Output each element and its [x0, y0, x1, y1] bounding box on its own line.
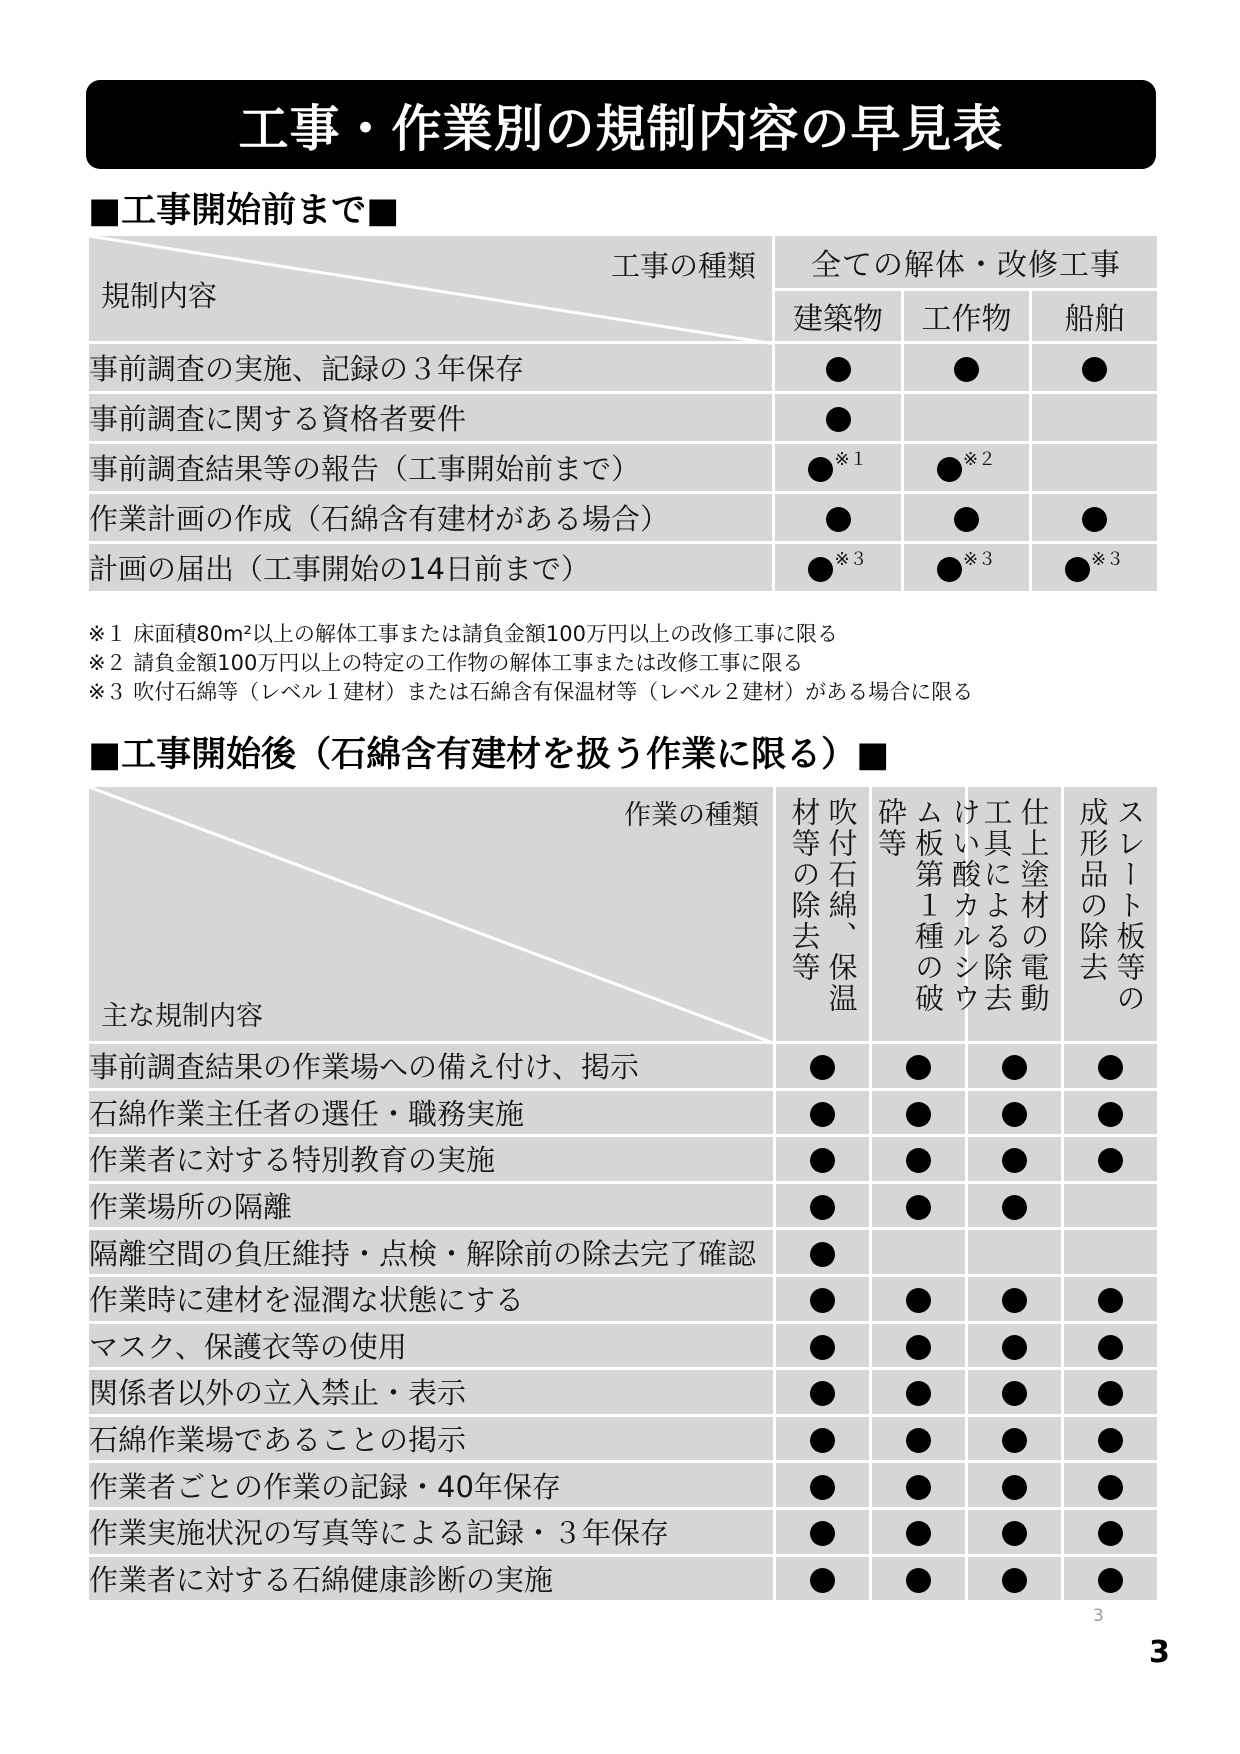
t1-row-label: 事前調査に関する資格者要件: [88, 393, 774, 443]
t2-col-header: [775, 786, 871, 1043]
bullet-mark: [826, 507, 851, 532]
t1-cell: [1031, 343, 1159, 393]
t2-cell: [1063, 1229, 1159, 1276]
t1-group-header: 全ての解体・改修工事: [774, 235, 1159, 290]
t2-cell: [967, 1136, 1063, 1183]
t2-cell: [1063, 1462, 1159, 1509]
t1-row-label: 事前調査結果等の報告（工事開始前まで）: [88, 443, 774, 493]
t2-row: [88, 1043, 1159, 1090]
t2-col-header: [871, 786, 982, 1043]
t2-cell: [871, 1415, 967, 1462]
t2-cell: [967, 1462, 1063, 1509]
footnote-ref: ※１: [834, 448, 868, 470]
bullet-mark: [1002, 1055, 1027, 1080]
t1-cell: [774, 543, 903, 593]
bullet-mark: [1082, 357, 1107, 382]
bullet-mark: [1098, 1148, 1123, 1173]
t2-row: [88, 1136, 1159, 1183]
bullet-mark: [937, 457, 962, 482]
bullet-mark: [906, 1521, 931, 1546]
bullet-mark: [906, 1381, 931, 1406]
t1-content-label: 規制内容: [101, 279, 218, 313]
t2-row-label: 作業時に建材を湿潤な状態にする: [88, 1275, 775, 1322]
bullet-mark: [808, 457, 833, 482]
bullet-mark: [1098, 1102, 1123, 1127]
t2-cell: [1063, 1136, 1159, 1183]
t2-row: [88, 1229, 1159, 1276]
bullet-mark: [906, 1055, 931, 1080]
bullet-mark: [906, 1475, 931, 1500]
t1-cell: [903, 543, 1031, 593]
bullet-mark: [1098, 1475, 1123, 1500]
bullet-mark: [1065, 557, 1090, 582]
bullet-mark: [808, 557, 833, 582]
t2-cell: [967, 1369, 1063, 1416]
t2-col-header-text: けい酸カルシウム板第１種の破砕等: [874, 797, 982, 1014]
footnote-ref: ※３: [834, 548, 868, 570]
t2-row-label: 作業者に対する石綿健康診断の実施: [88, 1555, 775, 1602]
bullet-mark: [1002, 1475, 1027, 1500]
bullet-mark: [1098, 1055, 1123, 1080]
t2-cell: [775, 1136, 871, 1183]
footnotes: [88, 620, 973, 707]
bullet-mark: [1002, 1428, 1027, 1453]
bullet-mark: [810, 1102, 835, 1127]
t2-type-label: 作業の種類: [624, 800, 759, 831]
t2-cell: [1063, 1089, 1159, 1136]
bullet-mark: [906, 1288, 931, 1313]
bullet-mark: [1002, 1195, 1027, 1220]
t2-cell: [871, 1275, 967, 1322]
bullet-mark: [906, 1428, 931, 1453]
t2-row-label: 作業者に対する特別教育の実施: [88, 1136, 775, 1183]
t2-cell: [871, 1136, 967, 1183]
t1-row-label: 事前調査の実施、記録の３年保存: [88, 343, 774, 393]
t1-cell: [774, 343, 903, 393]
t1-row: [88, 443, 1159, 493]
t2-cell: [871, 1322, 967, 1369]
t1-row: [88, 393, 1159, 443]
t2-cell: [775, 1462, 871, 1509]
t2-cell: [775, 1415, 871, 1462]
t1-type-label: 工事の種類: [610, 249, 756, 283]
t1-header-corner: [88, 235, 774, 343]
t2-cell: [775, 1369, 871, 1416]
t2-cell: [1063, 1369, 1159, 1416]
t2-cell: [775, 1089, 871, 1136]
footnote-ref: ※３: [962, 548, 997, 570]
t1-cell: [1031, 443, 1159, 493]
bullet-mark: [810, 1335, 835, 1360]
bullet-mark: [810, 1195, 835, 1220]
bullet-mark: [906, 1102, 931, 1127]
bullet-mark: [810, 1381, 835, 1406]
footnote: ※３ 吹付石綿等（レベル１建材）または石綿含有保温材等（レベル２建材）がある場合に限る: [88, 680, 974, 704]
t2-cell: [871, 1089, 967, 1136]
t2-cell: [775, 1508, 871, 1555]
t2-row: [88, 1182, 1159, 1229]
t2-cell: [1063, 1043, 1159, 1090]
bullet-mark: [810, 1568, 835, 1593]
t1-cell: [774, 493, 903, 543]
footnote-ref: ※３: [1090, 548, 1125, 570]
t2-cell: [1063, 1322, 1159, 1369]
t2-cell: [871, 1555, 967, 1602]
bullet-mark: [1002, 1568, 1027, 1593]
t2-col-header: [967, 786, 1063, 1043]
bullet-mark: [1098, 1568, 1123, 1593]
t2-row: [88, 1275, 1159, 1322]
t1-cell: [903, 343, 1031, 393]
t2-row: [88, 1415, 1159, 1462]
t1-col-header: 船舶: [1031, 290, 1159, 343]
t2-row: [88, 1555, 1159, 1602]
t2-cell: [967, 1182, 1063, 1229]
t2-row-label: 事前調査結果の作業場への備え付け、掲示: [88, 1043, 775, 1090]
t2-cell: [871, 1508, 967, 1555]
t2-cell: [775, 1275, 871, 1322]
footnote-ref: ※２: [962, 448, 997, 470]
bullet-mark: [810, 1475, 835, 1500]
bullet-mark: [954, 507, 979, 532]
t1-cell: [1031, 543, 1159, 593]
t1-cell: [1031, 393, 1159, 443]
bullet-mark: [1002, 1148, 1027, 1173]
bullet-mark: [1002, 1335, 1027, 1360]
bullet-mark: [826, 407, 851, 432]
bullet-mark: [1098, 1521, 1123, 1546]
bullet-mark: [906, 1568, 931, 1593]
t2-cell: [967, 1275, 1063, 1322]
t2-cell: [967, 1322, 1063, 1369]
t1-cell: [774, 443, 903, 493]
t2-row-label: 石綿作業場であることの掲示: [88, 1415, 775, 1462]
t2-col-header-text: 吹付石綿、保温材等の除去等: [787, 797, 859, 1014]
t2-cell: [967, 1508, 1063, 1555]
section2-heading: ■工事開始後（石綿含有建材を扱う作業に限る）■: [88, 735, 890, 775]
page-number-small: 3: [1093, 1606, 1104, 1626]
bullet-mark: [954, 357, 979, 382]
bullet-mark: [1098, 1381, 1123, 1406]
t2-cell: [967, 1415, 1063, 1462]
t2-col-header: [1063, 786, 1159, 1043]
page-number: 3: [1149, 1635, 1170, 1670]
bullet-mark: [826, 357, 851, 382]
t2-cell: [775, 1043, 871, 1090]
t2-row-label: 作業者ごとの作業の記録・40年保存: [88, 1462, 775, 1509]
page-title: 工事・作業別の規制内容の早見表: [86, 80, 1156, 169]
t2-col-header-text: スレート板等の成形品の除去: [1075, 797, 1147, 1014]
t1-cell: [903, 493, 1031, 543]
bullet-mark: [1002, 1381, 1027, 1406]
t1-cell: [903, 393, 1031, 443]
bullet-mark: [810, 1288, 835, 1313]
t2-cell: [871, 1229, 967, 1276]
bullet-mark: [1002, 1102, 1027, 1127]
t2-cell: [1063, 1415, 1159, 1462]
bullet-mark: [906, 1335, 931, 1360]
bullet-mark: [810, 1242, 835, 1267]
section1-heading: ■工事開始前まで■: [88, 191, 400, 231]
t2-cell: [775, 1182, 871, 1229]
bullet-mark: [1002, 1521, 1027, 1546]
bullet-mark: [1098, 1335, 1123, 1360]
t2-row-label: 作業場所の隔離: [88, 1182, 775, 1229]
t2-row-label: 隔離空間の負圧維持・点検・解除前の除去完了確認: [88, 1229, 775, 1276]
bullet-mark: [810, 1148, 835, 1173]
t2-col-header-text: 仕上塗材の電動工具による除去: [979, 797, 1051, 1014]
t2-cell: [775, 1229, 871, 1276]
t1-row: [88, 493, 1159, 543]
t2-cell: [775, 1555, 871, 1602]
bullet-mark: [810, 1428, 835, 1453]
bullet-mark: [906, 1195, 931, 1220]
t2-row: [88, 1089, 1159, 1136]
footnote: ※１ 床面積80m²以上の解体工事または請負金額100万円以上の改修工事に限る: [88, 622, 838, 646]
t2-cell: [871, 1369, 967, 1416]
t2-row: [88, 1508, 1159, 1555]
t2-content-label: 主な規制内容: [101, 1001, 263, 1032]
t2-row: [88, 1322, 1159, 1369]
t2-row-label: マスク、保護衣等の使用: [88, 1322, 775, 1369]
t2-cell: [1063, 1555, 1159, 1602]
t1-cell: [774, 393, 903, 443]
t1-row-label: 計画の届出（工事開始の14日前まで）: [88, 543, 774, 593]
t2-cell: [871, 1462, 967, 1509]
t2-cell: [967, 1229, 1063, 1276]
t2-cell: [871, 1182, 967, 1229]
t2-row-label: 作業実施状況の写真等による記録・３年保存: [88, 1508, 775, 1555]
t2-cell: [871, 1043, 967, 1090]
post-construction-table: [86, 784, 1160, 1603]
t2-row-label: 関係者以外の立入禁止・表示: [88, 1369, 775, 1416]
bullet-mark: [1098, 1288, 1123, 1313]
bullet-mark: [810, 1055, 835, 1080]
bullet-mark: [1002, 1288, 1027, 1313]
t2-row: [88, 1462, 1159, 1509]
t2-cell: [1063, 1182, 1159, 1229]
t1-cell: [903, 443, 1031, 493]
pre-construction-table: [86, 233, 1160, 594]
t2-cell: [1063, 1275, 1159, 1322]
t1-col-header: 工作物: [903, 290, 1031, 343]
t1-row: [88, 543, 1159, 593]
t2-row: [88, 1369, 1159, 1416]
t2-cell: [967, 1089, 1063, 1136]
footnote: ※２ 請負金額100万円以上の特定の工作物の解体工事または改修工事に限る: [88, 651, 804, 675]
t1-row-label: 作業計画の作成（石綿含有建材がある場合）: [88, 493, 774, 543]
bullet-mark: [937, 557, 962, 582]
t2-cell: [967, 1043, 1063, 1090]
t2-cell: [775, 1322, 871, 1369]
t2-cell: [967, 1555, 1063, 1602]
t1-cell: [1031, 493, 1159, 543]
bullet-mark: [906, 1148, 931, 1173]
t2-row-label: 石綿作業主任者の選任・職務実施: [88, 1089, 775, 1136]
t1-col-header: 建築物: [774, 290, 903, 343]
t2-cell: [1063, 1508, 1159, 1555]
bullet-mark: [1098, 1428, 1123, 1453]
t2-header-corner: [88, 786, 775, 1043]
bullet-mark: [810, 1521, 835, 1546]
t1-row: [88, 343, 1159, 393]
bullet-mark: [1082, 507, 1107, 532]
